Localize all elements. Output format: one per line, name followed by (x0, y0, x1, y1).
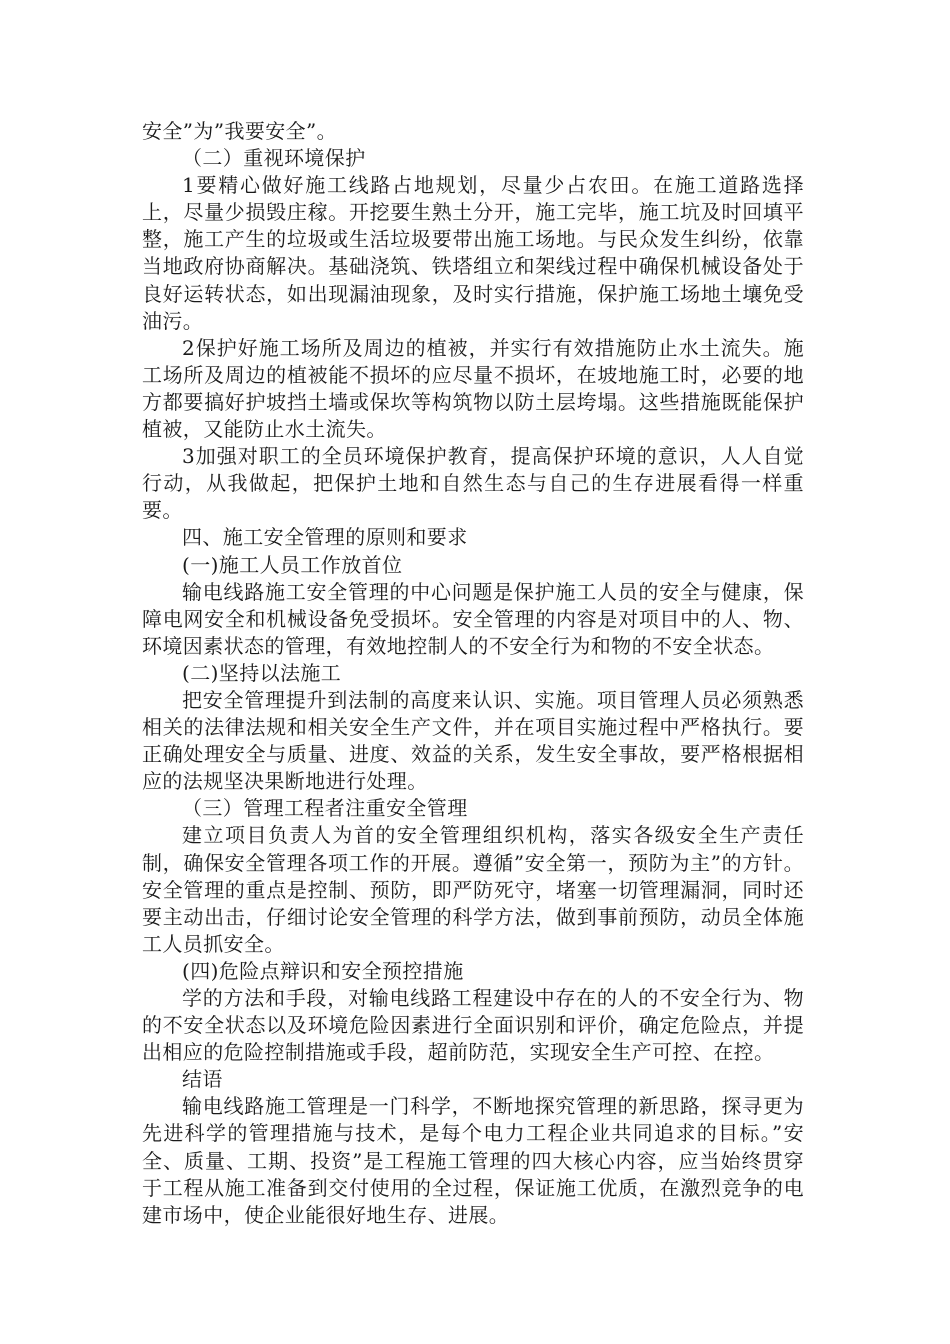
paragraph-continuation: 安全”为”我要安全”。 (142, 119, 338, 143)
paragraph-land-planning: 1要精心做好施工线路占地规划，尽量少占农田。在施工道路选择上，尽量少损毁庄稼。开挖要生熟土分开，施工完毕，施工坑及时回填平整，施工产生的垃圾或生活垃圾要带出施工场地。与民众发生纠纷，依靠当地政府协商解决。基础浇筑、铁塔组立和架线过程中确保机械设备处于良好运转状态，如出现漏油现象，及时实行措施，保护施工场地土壤免受油污。 (142, 173, 804, 333)
heading-lawful-construction: (二)坚持以法施工 (182, 660, 342, 685)
heading-personnel-first: (一)施工人员工作放首位 (182, 552, 403, 577)
paragraph-education: 3加强对职工的全员环境保护教育，提高保护环境的意识，人人自觉行动，从我做起，把保护土地和自然生态与自己的生存进展看得一样重要。 (142, 444, 804, 523)
heading-section-four: 四、施工安全管理的原则和要求 (182, 525, 468, 550)
paragraph-safety-core: 输电线路施工安全管理的中心问题是保护施工人员的安全与健康，保障电网安全和机械设备免受损坏。安全管理的内容是对项目中的人、物、环境因素状态的管理，有效地控制人的不安全行为和物的不安全状态。 (142, 579, 804, 658)
heading-environment-protection: （二）重视环境保护 (182, 146, 366, 171)
paragraph-conclusion: 输电线路施工管理是一门科学，不断地探究管理的新思路，探寻更为先进科学的管理措施与技术，是每个电力工程企业共同追求的目标。”安全、质量、工期、投资”是工程施工管理的四大核心内容，应当始终贯穿于工程从施工准备到交付使用的全过程，保证施工优质，在激烈竞争的电建市场中，使企业能很好地生存、进展。 (142, 1094, 804, 1227)
paragraph-hazard-control: 学的方法和手段，对输电线路工程建设中存在的人的不安全行为、物的不安全状态以及环境危险因素进行全面识别和评价，确定危险点，并提出相应的危险控制措施或手段，超前防范，实现安全生产可控、在控。 (142, 986, 804, 1065)
heading-management-focus: （三）管理工程者注重安全管理 (182, 796, 468, 821)
paragraph-organization: 建立项目负责人为首的安全管理组织机构，落实各级安全生产责任制，确保安全管理各项工作的开展。遵循”安全第一，预防为主”的方针。安全管理的重点是控制、预防，即严防死守，堵塞一切管理漏洞，同时还要主动出击，仔细讨论安全管理的科学方法，做到事前预防，动员全体施工人员抓安全。 (142, 823, 804, 956)
document-body (142, 118, 804, 1229)
paragraph-legal-system: 把安全管理提升到法制的高度来认识、实施。项目管理人员必须熟悉相关的法律法规和相关安全生产文件，并在项目实施过程中严格执行。要正确处理安全与质量、进度、效益的关系，发生安全事故，要严格根据相应的法规坚决果断地进行处理。 (142, 687, 804, 794)
heading-conclusion: 结语 (182, 1067, 223, 1092)
paragraph-vegetation: 2保护好施工场所及周边的植被，并实行有效措施防止水土流失。施工场所及周边的植被能不损坏的应尽量不损坏，在坡地施工时，必要的地方都要搞好护坡挡土墙或保坎等构筑物以防土层垮塌。这些措施既能保护植被，又能防止水土流失。 (142, 335, 804, 442)
heading-hazard-identification: (四)危险点辩识和安全预控措施 (182, 958, 464, 983)
